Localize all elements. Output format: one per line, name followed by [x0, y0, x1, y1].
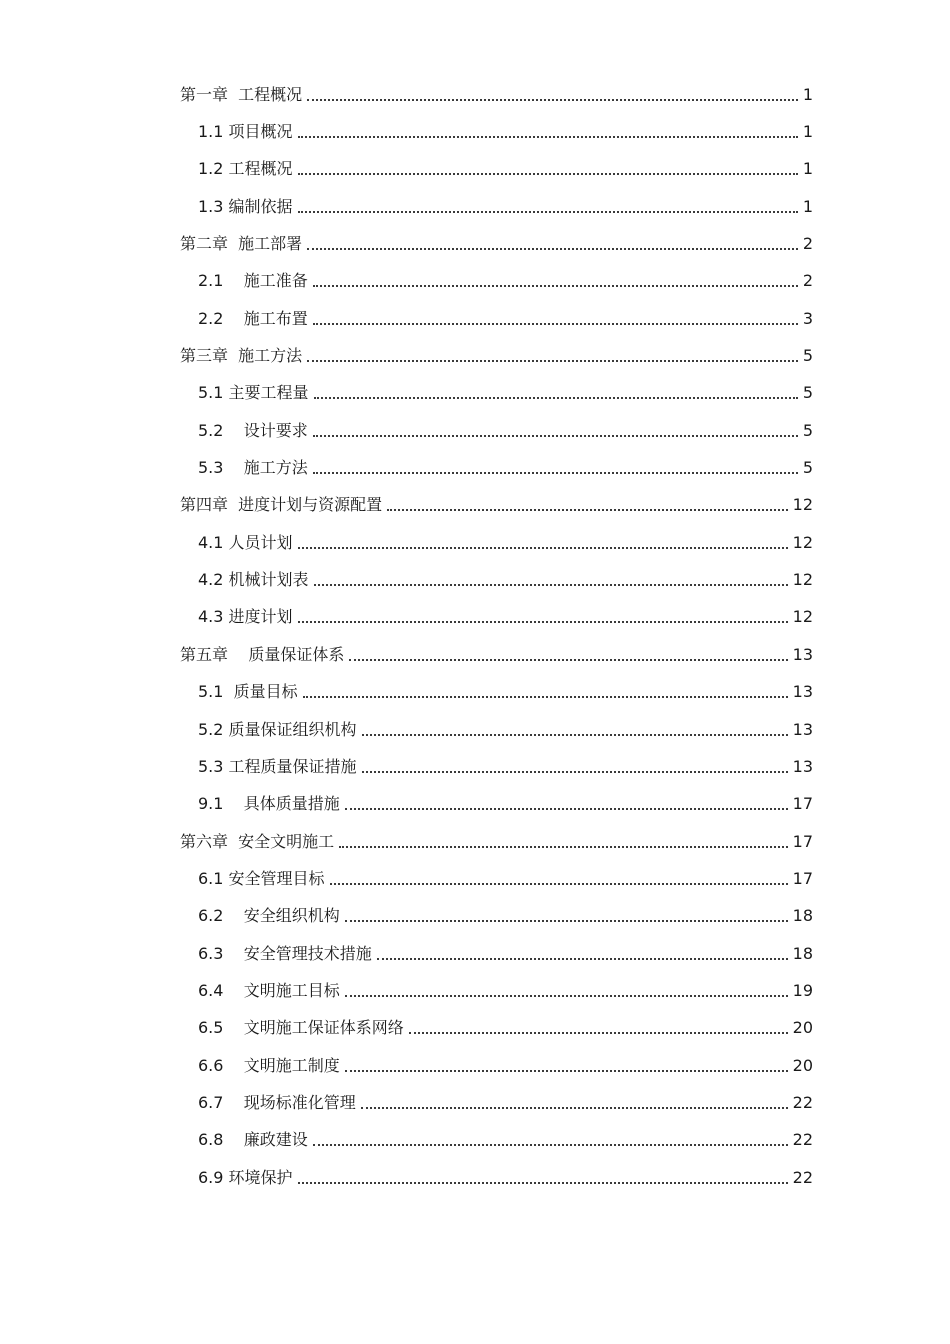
- toc-page-number: 13: [792, 644, 813, 664]
- toc-page-number: 1: [802, 122, 813, 142]
- toc-page-number: 17: [792, 868, 813, 888]
- toc-entry-title: 第三章 施工方法: [180, 346, 303, 366]
- toc-entry-title: 6.5 文明施工保证体系网络: [198, 1018, 404, 1038]
- toc-section-entry[interactable]: [0, 412, 950, 449]
- toc-section-entry[interactable]: [0, 1159, 950, 1196]
- toc-dot-leader: [298, 157, 798, 175]
- toc-page-number: 13: [792, 682, 813, 702]
- toc-page-number: 18: [792, 906, 813, 926]
- toc-section-entry[interactable]: [0, 263, 950, 300]
- toc-section-entry[interactable]: [0, 1047, 950, 1084]
- toc-page-number: 20: [792, 1055, 813, 1075]
- toc-page-number: 20: [792, 1018, 813, 1038]
- toc-dot-leader: [313, 419, 798, 437]
- toc-entry-title: 4.1 人员计划: [198, 532, 293, 552]
- toc-page-number: 5: [802, 458, 813, 478]
- toc-page-number: 2: [802, 234, 813, 254]
- toc-page-number: 13: [792, 756, 813, 776]
- toc-dot-leader: [298, 1166, 788, 1184]
- toc-entry-title: 6.4 文明施工目标: [198, 980, 340, 1000]
- toc-section-entry[interactable]: [0, 860, 950, 897]
- toc-dot-leader: [313, 1128, 788, 1146]
- toc-section-entry[interactable]: [0, 1122, 950, 1159]
- toc-entry-title: 2.2 施工布置: [198, 308, 308, 328]
- toc-entry-title: 1.1 项目概况: [198, 122, 293, 142]
- toc-dot-leader: [409, 1016, 788, 1034]
- toc-section-entry[interactable]: [0, 113, 950, 150]
- toc-dot-leader: [362, 755, 788, 773]
- toc-chapter-entry[interactable]: [0, 225, 950, 262]
- toc-dot-leader: [339, 830, 787, 848]
- toc-entry-title: 5.1 质量目标: [198, 682, 298, 702]
- toc-entry-title: 6.3 安全管理技术措施: [198, 943, 372, 963]
- toc-page-number: 22: [792, 1092, 813, 1112]
- toc-entry-title: 4.3 进度计划: [198, 607, 293, 627]
- toc-dot-leader: [313, 269, 798, 287]
- toc-entry-title: 4.2 机械计划表: [198, 570, 309, 590]
- toc-entry-title: 6.6 文明施工制度: [198, 1055, 340, 1075]
- toc-dot-leader: [345, 792, 788, 810]
- toc-section-entry[interactable]: [0, 151, 950, 188]
- toc-page-number: 13: [792, 719, 813, 739]
- toc-entry-title: 2.1 施工准备: [198, 271, 308, 291]
- toc-page-number: 17: [792, 831, 813, 851]
- toc-section-entry[interactable]: [0, 748, 950, 785]
- toc-page-number: 3: [802, 308, 813, 328]
- toc-page-number: 18: [792, 943, 813, 963]
- toc-section-entry[interactable]: [0, 935, 950, 972]
- toc-section-entry[interactable]: [0, 449, 950, 486]
- toc-section-entry[interactable]: [0, 561, 950, 598]
- toc-page-number: 1: [802, 84, 813, 104]
- toc-page-number: 12: [792, 532, 813, 552]
- toc-section-entry[interactable]: [0, 711, 950, 748]
- toc-dot-leader: [387, 493, 787, 511]
- toc-page-number: 5: [802, 346, 813, 366]
- toc-entry-title: 第二章 施工部署: [180, 234, 303, 254]
- toc-page-number: 12: [792, 607, 813, 627]
- toc-dot-leader: [298, 195, 798, 213]
- toc-entry-title: 9.1 具体质量措施: [198, 794, 340, 814]
- toc-section-entry[interactable]: [0, 972, 950, 1009]
- toc-page-number: 5: [802, 383, 813, 403]
- toc-section-entry[interactable]: [0, 1010, 950, 1047]
- toc-entry-title: 5.1 主要工程量: [198, 383, 309, 403]
- toc-page-number: 17: [792, 794, 813, 814]
- toc-dot-leader: [345, 1054, 788, 1072]
- toc-entry-title: 5.2 质量保证组织机构: [198, 719, 357, 739]
- toc-page-number: 12: [792, 570, 813, 590]
- toc-dot-leader: [313, 456, 798, 474]
- toc-section-entry[interactable]: [0, 375, 950, 412]
- toc-dot-leader: [349, 643, 787, 661]
- toc-section-entry[interactable]: [0, 674, 950, 711]
- toc-dot-leader: [303, 680, 788, 698]
- toc-entry-title: 5.3 工程质量保证措施: [198, 756, 357, 776]
- toc-section-entry[interactable]: [0, 188, 950, 225]
- toc-section-entry[interactable]: [0, 898, 950, 935]
- toc-dot-leader: [307, 344, 798, 362]
- toc-entry-title: 5.2 设计要求: [198, 420, 308, 440]
- toc-dot-leader: [298, 531, 788, 549]
- toc-page-number: 12: [792, 495, 813, 515]
- toc-entry-title: 第六章 安全文明施工: [180, 831, 335, 851]
- toc-section-entry[interactable]: [0, 300, 950, 337]
- toc-dot-leader: [307, 83, 798, 101]
- toc-section-entry[interactable]: [0, 1084, 950, 1121]
- toc-page-number: 22: [792, 1130, 813, 1150]
- toc-dot-leader: [307, 232, 798, 250]
- toc-entry-title: 5.3 施工方法: [198, 458, 308, 478]
- toc-dot-leader: [298, 605, 788, 623]
- toc-page-number: 1: [802, 159, 813, 179]
- toc-dot-leader: [362, 718, 788, 736]
- toc-dot-leader: [361, 1091, 788, 1109]
- toc-entry-title: 6.8 廉政建设: [198, 1130, 308, 1150]
- toc-dot-leader: [377, 942, 788, 960]
- toc-chapter-entry[interactable]: [0, 76, 950, 113]
- toc-page-number: 22: [792, 1167, 813, 1187]
- toc-dot-leader: [314, 381, 798, 399]
- toc-dot-leader: [313, 307, 798, 325]
- toc-dot-leader: [345, 904, 788, 922]
- toc-chapter-entry[interactable]: [0, 337, 950, 374]
- toc-entry-title: 6.9 环境保护: [198, 1167, 293, 1187]
- toc-entry-title: 第一章 工程概况: [180, 84, 303, 104]
- toc-entry-title: 6.2 安全组织机构: [198, 906, 340, 926]
- toc-entry-title: 第四章 进度计划与资源配置: [180, 495, 383, 515]
- toc-chapter-entry[interactable]: [0, 487, 950, 524]
- table-of-contents: [0, 76, 950, 1196]
- toc-chapter-entry[interactable]: [0, 823, 950, 860]
- toc-dot-leader: [314, 568, 788, 586]
- toc-page-number: 5: [802, 420, 813, 440]
- toc-section-entry[interactable]: [0, 599, 950, 636]
- toc-entry-title: 6.1 安全管理目标: [198, 868, 325, 888]
- toc-dot-leader: [298, 120, 798, 138]
- toc-entry-title: 6.7 现场标准化管理: [198, 1092, 356, 1112]
- toc-page-number: 2: [802, 271, 813, 291]
- toc-section-entry[interactable]: [0, 524, 950, 561]
- toc-page-number: 1: [802, 196, 813, 216]
- toc-dot-leader: [345, 979, 788, 997]
- toc-entry-title: 1.2 工程概况: [198, 159, 293, 179]
- toc-entry-title: 1.3 编制依据: [198, 196, 293, 216]
- toc-dot-leader: [330, 867, 788, 885]
- toc-chapter-entry[interactable]: [0, 636, 950, 673]
- toc-section-entry[interactable]: [0, 786, 950, 823]
- toc-entry-title: 第五章 质量保证体系: [180, 644, 345, 664]
- toc-page-number: 19: [792, 980, 813, 1000]
